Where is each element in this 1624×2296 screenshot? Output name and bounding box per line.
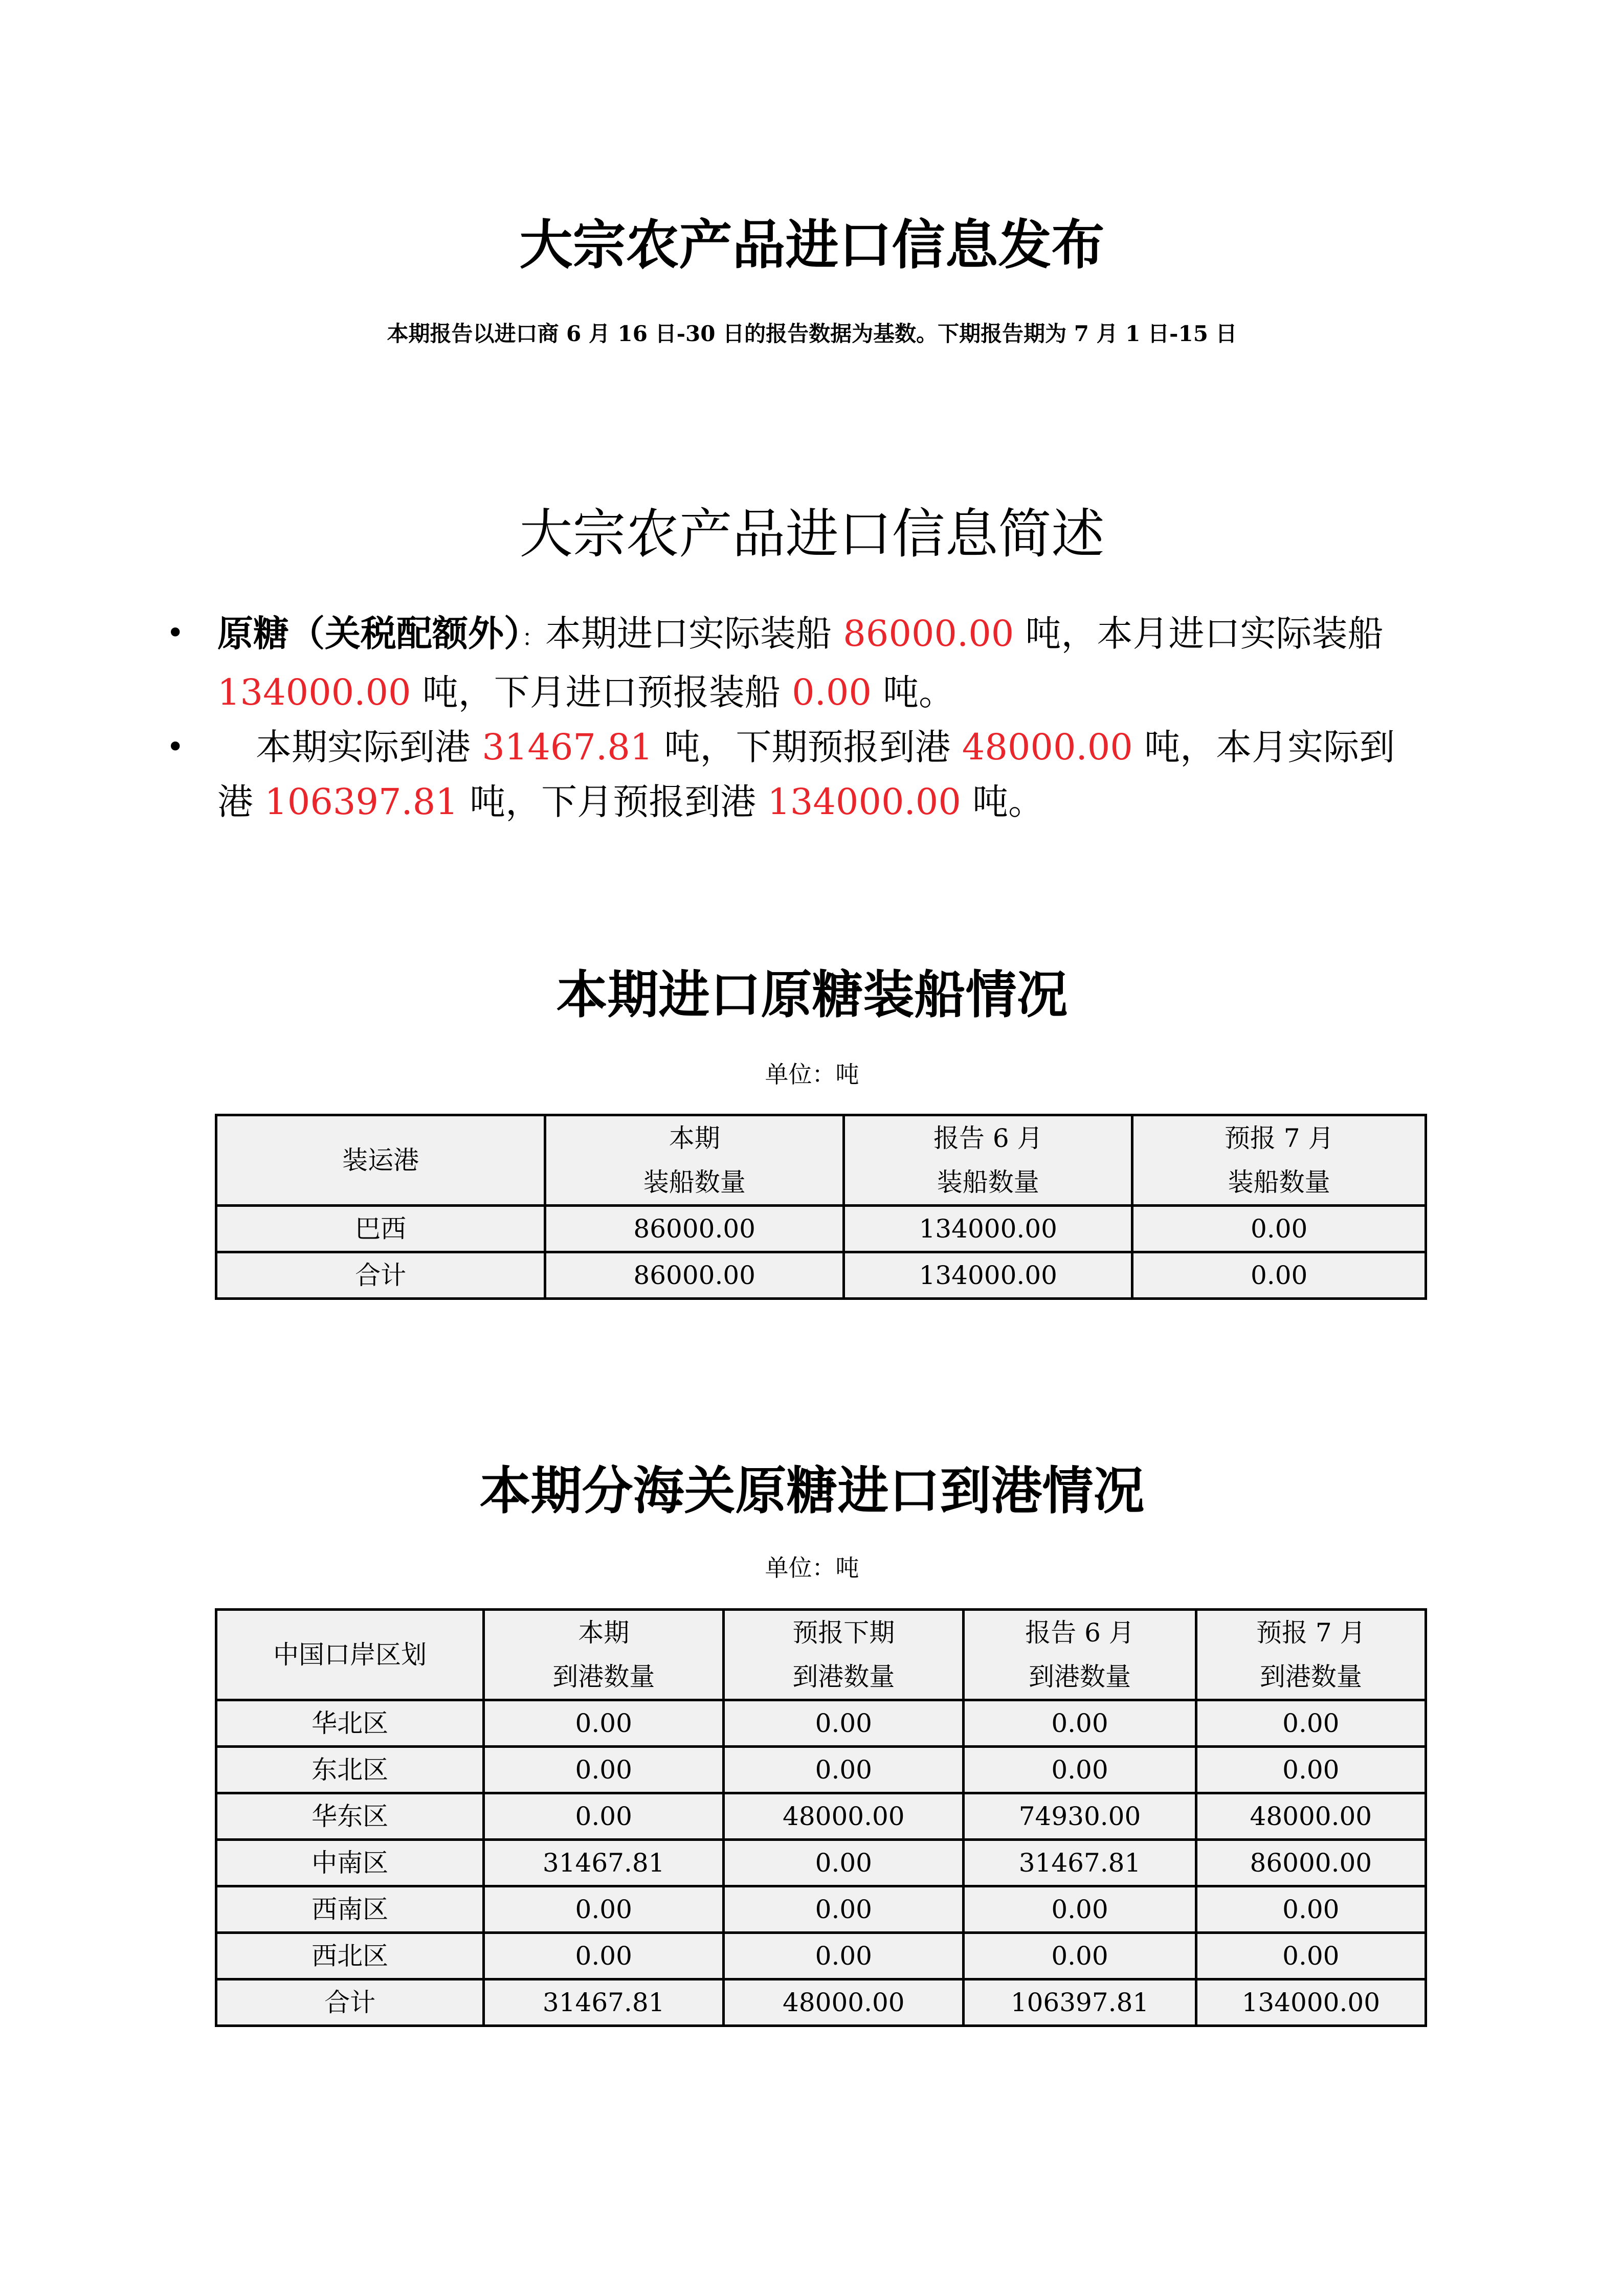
table-row [216,1793,1426,1840]
table-cell: 0.00 [1196,1747,1426,1793]
summary-text: 本期进口实际装船 [545,613,843,655]
summary-text: 吨，本月进口实际装船 [1014,613,1384,655]
table-cell: 48000.00 [1196,1793,1426,1840]
table-cell: 31467.81 [484,1979,724,2026]
table-row [216,1933,1426,1979]
table-cell: 华东区 [216,1793,484,1840]
value-arrived-this-period: 31467.81 [482,726,653,768]
table-cell: 31467.81 [484,1840,724,1886]
table-cell: 31467.81 [964,1840,1196,1886]
value-shipped-this-period: 86000.00 [843,613,1014,655]
table-cell: 合计 [216,1979,484,2026]
value-shipped-this-month: 134000.00 [217,671,411,713]
table-cell: 0.00 [724,1933,964,1979]
summary-text: 本期实际到港 [256,726,482,768]
commodity-label: 原糖（关税配额外） [217,612,522,655]
table-cell: 74930.00 [964,1793,1196,1840]
arrival-section-title: 本期分海关原糖进口到港情况 [479,1460,1145,1521]
table-cell: 0.00 [1132,1252,1426,1299]
table-row [216,1747,1426,1793]
report-period-note: 本期报告以进口商 6 月 16 日-30 日的报告数据为基数。下期报告期为 7 月 1 日-15 日 [387,321,1237,346]
table-row [216,1840,1426,1886]
table-cell: 0.00 [724,1700,964,1747]
table-cell: 巴西 [216,1206,545,1252]
table-cell: 86000.00 [1196,1840,1426,1886]
table-cell: 48000.00 [724,1979,964,2026]
table-cell: 中南区 [216,1840,484,1886]
table-cell: 48000.00 [724,1793,964,1840]
shipping-table [215,1114,1427,1300]
column-header: 中国口岸区划 [216,1610,484,1700]
arrival-unit-label: 单位：吨 [765,1554,859,1582]
arrival-table [215,1608,1427,2027]
shipping-section-title: 本期进口原糖装船情况 [556,964,1068,1025]
table-cell: 0.00 [724,1840,964,1886]
table-row [216,1700,1426,1747]
column-header: 报告 6 月 装船数量 [844,1115,1132,1206]
summary-text: 吨。 [871,671,955,713]
table-cell: 华北区 [216,1700,484,1747]
table-row [216,1979,1426,2026]
table-cell: 东北区 [216,1747,484,1793]
table-cell: 0.00 [484,1747,724,1793]
table-cell: 0.00 [724,1886,964,1933]
summary-text: 吨，下期预报到港 [653,726,962,768]
table-cell: 86000.00 [545,1206,844,1252]
table-cell: 西北区 [216,1933,484,1979]
table-cell: 134000.00 [1196,1979,1426,2026]
table-cell: 0.00 [1196,1933,1426,1979]
label-separator: ： [522,624,545,651]
table-cell: 0.00 [724,1747,964,1793]
summary-text: 吨。 [961,781,1044,823]
table-cell: 0.00 [964,1700,1196,1747]
table-cell: 0.00 [484,1933,724,1979]
table-cell: 合计 [216,1252,545,1299]
column-header: 预报 7 月 到港数量 [1196,1610,1426,1700]
summary-list [166,606,1404,829]
table-cell: 134000.00 [844,1252,1132,1299]
table-cell: 西南区 [216,1886,484,1933]
value-forecast-next-month: 0.00 [792,671,872,713]
column-header: 预报 7 月 装船数量 [1132,1115,1426,1206]
table-cell: 0.00 [964,1886,1196,1933]
summary-item-arrival [166,720,1404,829]
table-cell: 0.00 [964,1933,1196,1979]
summary-text: 吨，下月进口预报装船 [411,671,792,713]
table-cell: 0.00 [484,1700,724,1747]
column-header: 本期 到港数量 [484,1610,724,1700]
value-arrived-this-month: 106397.81 [264,781,458,823]
column-header: 装运港 [216,1115,545,1206]
column-header: 报告 6 月 到港数量 [964,1610,1196,1700]
table-cell: 0.00 [1196,1886,1426,1933]
table-cell: 0.00 [1132,1206,1426,1252]
table-cell: 0.00 [484,1886,724,1933]
value-forecast-arrival-next-month: 134000.00 [767,781,961,823]
table-cell: 86000.00 [545,1252,844,1299]
summary-item-shipping [166,606,1404,720]
table-cell: 0.00 [1196,1700,1426,1747]
page-title: 大宗农产品进口信息发布 [519,213,1105,276]
table-header-row [216,1610,1426,1700]
table-cell: 134000.00 [844,1206,1132,1252]
table-cell: 0.00 [964,1747,1196,1793]
summary-text: 吨，下月预报到港 [458,781,768,823]
table-row [216,1252,1426,1299]
column-header: 本期 装船数量 [545,1115,844,1206]
shipping-unit-label: 单位：吨 [765,1061,859,1088]
column-header: 预报下期 到港数量 [724,1610,964,1700]
table-cell: 106397.81 [964,1979,1196,2026]
summary-text: 吨，本月实际到港 [217,726,1395,823]
table-row [216,1886,1426,1933]
value-forecast-next-period: 48000.00 [962,726,1133,768]
table-row [216,1206,1426,1252]
summary-title: 大宗农产品进口信息简述 [519,503,1105,565]
table-header-row [216,1115,1426,1206]
table-cell: 0.00 [484,1793,724,1840]
